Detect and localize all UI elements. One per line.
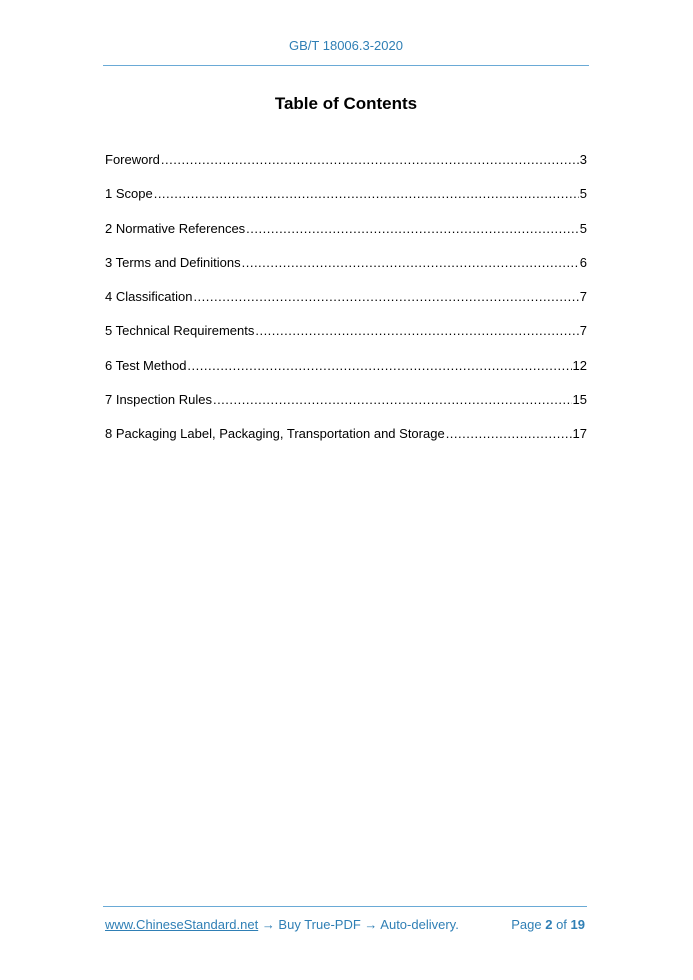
toc-entry-label: 4 Classification xyxy=(105,289,193,305)
toc-entry-label: 3 Terms and Definitions xyxy=(105,254,241,270)
total-pages-number: 19 xyxy=(570,917,585,932)
toc-leader-dots xyxy=(187,358,571,373)
toc-entry-terms-and-definitions[interactable] xyxy=(105,255,587,289)
current-page-number: 2 xyxy=(545,917,553,932)
toc-entry-foreword[interactable] xyxy=(105,152,587,186)
toc-entry-page: 17 xyxy=(572,426,587,442)
toc-entry-label: 5 Technical Requirements xyxy=(105,323,255,339)
toc-entry-page: 6 xyxy=(579,254,587,270)
toc-entry-packaging-label[interactable] xyxy=(105,426,587,460)
header-divider xyxy=(103,65,589,66)
toc-leader-dots xyxy=(213,392,572,407)
toc-entry-test-method[interactable] xyxy=(105,358,587,392)
toc-entry-label: 6 Test Method xyxy=(105,357,187,373)
toc-entry-page: 15 xyxy=(572,392,587,408)
toc-entry-label: 7 Inspection Rules xyxy=(105,392,212,408)
toc-entry-label: 2 Normative References xyxy=(105,220,246,236)
document-code-header: GB/T 18006.3-2020 xyxy=(289,38,403,53)
toc-leader-dots xyxy=(161,152,579,167)
toc-leader-dots xyxy=(246,221,579,236)
toc-leader-dots xyxy=(154,186,579,201)
page-title: Table of Contents xyxy=(274,94,418,113)
toc-entry-scope[interactable] xyxy=(105,186,587,220)
toc-entry-page: 5 xyxy=(579,186,587,202)
toc-entry-page: 7 xyxy=(579,323,587,339)
footer-divider xyxy=(103,906,587,907)
toc-leader-dots xyxy=(193,289,578,304)
toc-leader-dots xyxy=(242,255,579,270)
toc-entry-inspection-rules[interactable] xyxy=(105,392,587,426)
site-link[interactable]: www.ChineseStandard.net xyxy=(105,917,259,932)
toc-entry-page: 12 xyxy=(572,357,587,373)
page-footer xyxy=(105,917,585,932)
toc-entry-page: 7 xyxy=(579,289,587,305)
toc-entry-page: 5 xyxy=(579,220,587,236)
page-indicator xyxy=(511,917,585,932)
toc-entry-technical-requirements[interactable] xyxy=(105,323,587,357)
toc-leader-dots xyxy=(255,323,578,338)
toc-entry-label: 1 Scope xyxy=(105,186,153,202)
toc-entry-normative-references[interactable] xyxy=(105,221,587,255)
toc-leader-dots xyxy=(446,426,572,441)
page-of-text: of xyxy=(552,917,571,932)
table-of-contents xyxy=(105,152,587,461)
page-prefix: Page xyxy=(511,917,546,932)
footer-promo xyxy=(105,917,459,932)
toc-entry-classification[interactable] xyxy=(105,289,587,323)
toc-entry-page: 3 xyxy=(579,152,587,167)
toc-entry-label: 8 Packaging Label, Packaging, Transportation and Storage xyxy=(105,426,445,442)
footer-promo-text: → Buy True-PDF → Auto-delivery. xyxy=(258,917,459,932)
toc-entry-label: Foreword xyxy=(105,152,160,167)
